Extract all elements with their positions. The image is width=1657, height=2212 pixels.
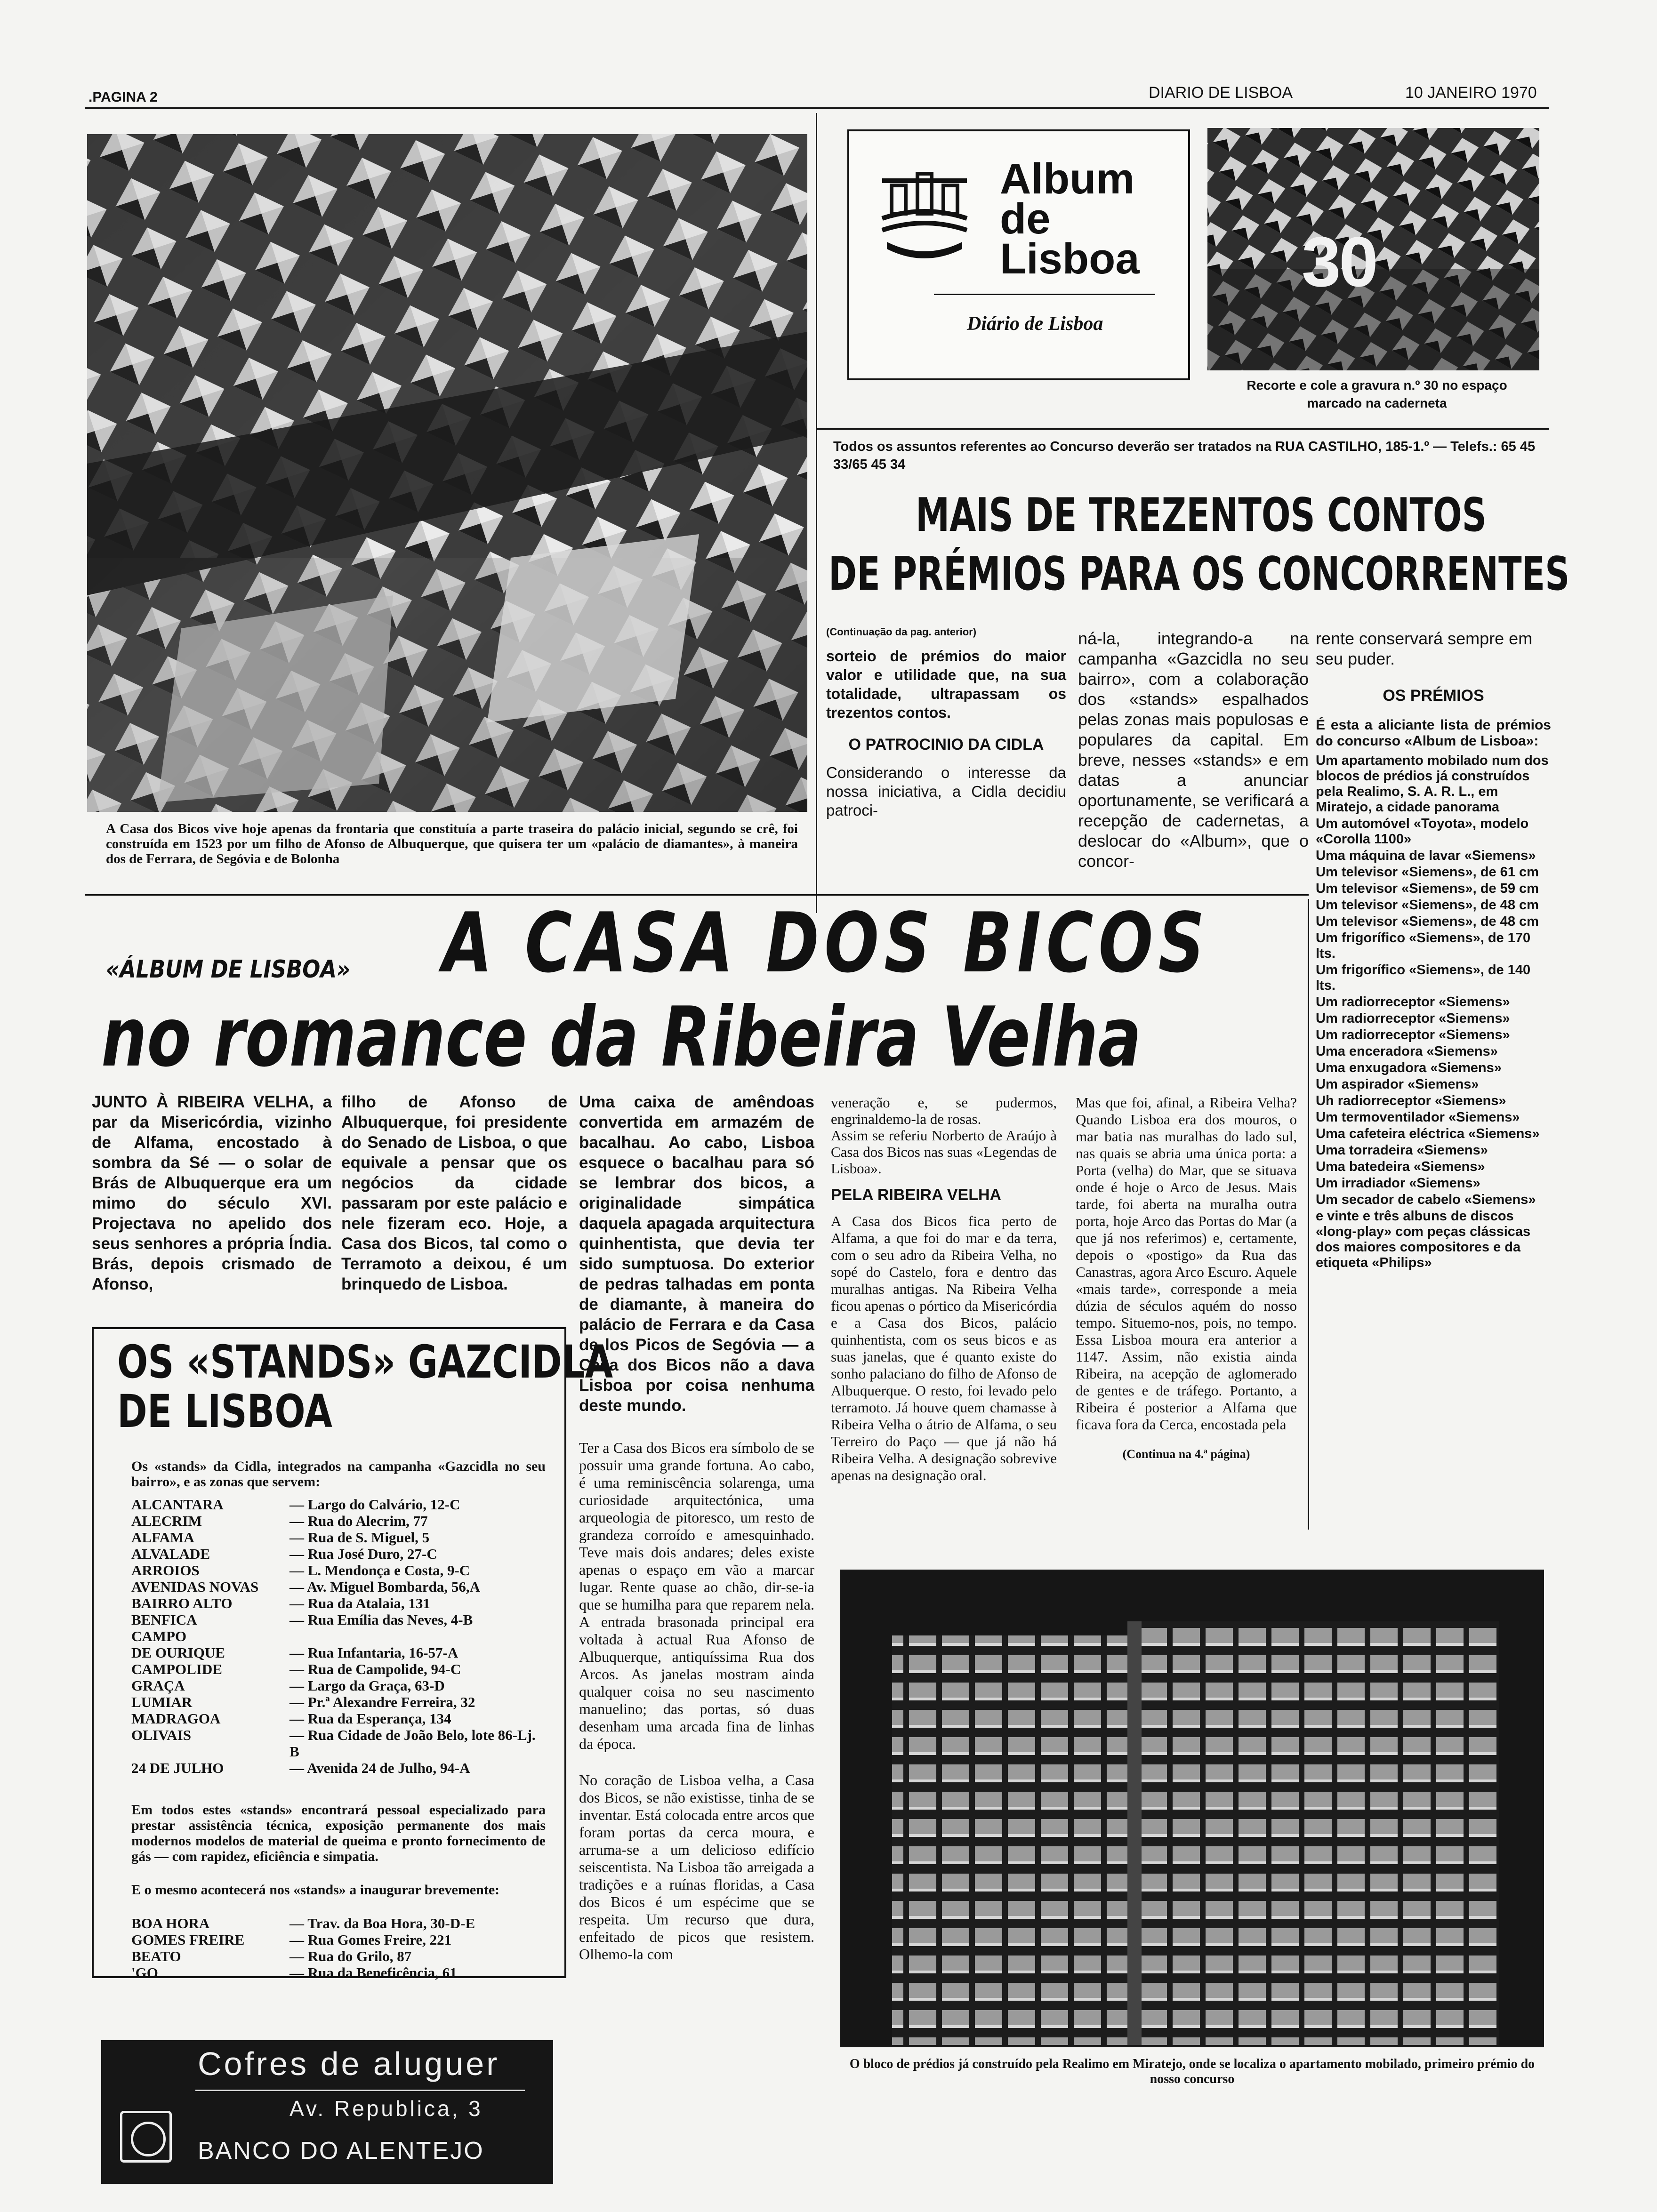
stands-title-line2: DE LISBOA xyxy=(117,1385,332,1438)
continuation-note: (Continuação da pag. anterior) xyxy=(826,626,977,638)
stand-address xyxy=(290,1628,550,1644)
stands-title-line1: OS «STANDS» GAZCIDLA xyxy=(117,1336,613,1388)
prize-item: Uma cafeteira eléctrica «Siemens» xyxy=(1316,1126,1540,1141)
prize-item: Um radiorreceptor «Siemens» xyxy=(1316,1011,1510,1026)
stand-zone: GRAÇA xyxy=(131,1677,185,1694)
headline-divider xyxy=(1308,899,1309,1530)
stand-address: — Largo da Graça, 63-D xyxy=(290,1677,445,1694)
paper-name: DIARIO DE LISBOA xyxy=(1149,84,1293,102)
prize-item: Um termoventilador «Siemens» xyxy=(1316,1110,1520,1125)
stand-zone: ALFAMA xyxy=(131,1529,194,1546)
stands-paragraph-2: E o mesmo acontecerá nos «stands» a inaugurar brevemente: xyxy=(131,1882,500,1898)
article-col5-p1: Mas que foi, afinal, a Ribeira Velha? Quando Lisboa era dos mouros, o mar batia nas muralhas do lado sul, nas quais se abria uma única porta: a Porta (velha) do Mar, que se situava onde é hoje o Arco de Jesus. Mais tarde, foi aberta na muralha outra porta, hoje Arco das Portas do Mar (a que já nos referimos) e, certamente, depois o «postigo» da Rua das Canastras, agora Arco Escuro. Aquele «mais tarde», corresponde a meia dúzia de séculos aquém do nosso tempo. Situemo-nos, pois, no tempo. Essa Lisboa moura era anterior a 1147. Assim, não existia ainda Ribeira, na acepção de aglomerado de gentes e de tráfego. Portanto, a Ribeira é posterior a Alfama que ficava fora da Cerca, encostada pela xyxy=(1076,1094,1297,1433)
stands-intro: Os «stands» da Cidla, integrados na campanha «Gazcidla no seu bairro», e as zonas que servem: xyxy=(131,1459,546,1490)
stand-address: — Rua de S. Miguel, 5 xyxy=(290,1529,430,1546)
prize-item: Uma batedeira «Siemens» xyxy=(1316,1159,1485,1174)
stand-zone: CAMPO xyxy=(131,1628,187,1644)
stand-address: — Av. Miguel Bombarda, 56,A xyxy=(290,1579,481,1595)
stand-zone: CAMPOLIDE xyxy=(131,1661,222,1677)
prize-item: Um aspirador «Siemens» xyxy=(1316,1077,1479,1092)
engraving-number: 30 xyxy=(1302,222,1376,301)
album-title-1: Album xyxy=(1000,155,1135,203)
os-premios-title: OS PRÉMIOS xyxy=(1383,687,1484,705)
album-title-2: de xyxy=(1000,195,1051,243)
stands-paragraph-1: Em todos estes «stands» encontrará pessoal especializado para prestar assistência técnica, exposição permanente dos mais modernos modelos de material de queima e pronto fornecimento de gás — com rapidez, eficiência e simpatia. xyxy=(131,1802,546,1864)
prize-item: Um televisor «Siemens», de 59 cm xyxy=(1316,881,1539,896)
article-col3-p2: Ter a Casa dos Bicos era símbolo de se possuir uma grande fortuna. Ao cabo, é uma reminiscência solarenga, uma curiosidade arquitectónica, uma arqueologia de pitoresco, um resto de grandeza corroído e amesquinhado. Teve mais dois andares; deles existe apenas o espaço em vão a marcar lugar. Rente quase ao chão, dir-se-ia que se humilha para que reparem nela. A entrada brasonada principal era voltada à actual Rua Afonso de Albuquerque, antiquíssima Rua dos Arcos. As janelas mostram ainda qualquer coisa no seu nascimento manuelino; das portas, só duas desenham uma arcada fina de linhas da época. xyxy=(579,1439,814,1752)
prize-item: e vinte e três albuns de discos «long-play» com peças clássicas dos maiores compositores e da etiqueta «Philips» xyxy=(1316,1209,1531,1270)
stand-address: — Rua Cidade de João Belo, lote 86-Lj. B xyxy=(290,1727,536,1760)
engraving-caption: Recorte e cole a gravura n.º 30 no espaço marcado na caderneta xyxy=(1247,378,1507,410)
patrocinio-paragraph: Considerando o interesse da nossa iniciativa, a Cidla decidiu patroci- xyxy=(826,764,1066,819)
prize-item: Uma enxugadora «Siemens» xyxy=(1316,1060,1502,1075)
prize-item: Um televisor «Siemens», de 61 cm xyxy=(1316,865,1539,880)
banco-alentejo-ad xyxy=(101,2040,553,2184)
casa-dos-bicos-photo xyxy=(87,134,807,812)
stand-row xyxy=(131,1964,550,1981)
top-photo-caption: A Casa dos Bicos vive hoje apenas da frontaria que constituía a parte traseira do palácio inicial, segundo se crê, foi construída em 1523 por um filho de Afonso de Albuquerque, que quisera ter um «palácio de diamantes», à maneira dos de Ferrara, de Segóvia e de Bolonha xyxy=(106,821,798,866)
stand-zone: ARROIOS xyxy=(131,1562,200,1579)
stand-address: — Rua da Esperança, 134 xyxy=(290,1710,451,1727)
article-col4-p3: A Casa dos Bicos fica perto de Alfama, a que foi do mar e da terra, com o seu adro da Ribeira Velha, no sopé do Castelo, fora e dentro das muralhas antigas. Na Ribeira Velha ficou apenas o pórtico da Misericórdia e a Casa dos Bicos, palácio quinhentista, com os seus bicos e as suas janelas, que é quanto existe do sonho palaciano do filho de Afonso de Albuquerque. O resto, foi levado pelo terramoto. Já houve quem chamasse à Ribeira Velha o átrio de Alfama, o seu Terreiro do Paço — que já não há Ribeira Velha. A designação sobrevive apenas na designação oral. xyxy=(831,1213,1057,1483)
stand-row xyxy=(131,1562,550,1579)
prize-item: Um frigorífico «Siemens», de 170 lts. xyxy=(1316,930,1531,961)
stand-row xyxy=(131,1579,550,1595)
page-number: .PAGINA 2 xyxy=(88,89,158,105)
stand-row xyxy=(131,1677,550,1694)
stand-zone: BAIRRO ALTO xyxy=(131,1595,233,1611)
ad-line3: BANCO DO ALENTEJO xyxy=(198,2137,484,2164)
stand-address: — Rua de Campolide, 94-C xyxy=(290,1661,461,1677)
prize-item: Um irradiador «Siemens» xyxy=(1316,1176,1480,1191)
stand-zone: 24 DE JULHO xyxy=(131,1760,224,1776)
ribeira-velha-subhead: PELA RIBEIRA VELHA xyxy=(831,1186,1002,1204)
stand-zone: ALVALADE xyxy=(131,1546,210,1562)
stand-row xyxy=(131,1595,550,1611)
prize-item: Um televisor «Siemens», de 48 cm xyxy=(1316,914,1539,929)
article-col4 xyxy=(831,1094,1057,1484)
lisbon-city-arms-icon xyxy=(877,160,972,258)
prize-item: Um secador de cabelo «Siemens» xyxy=(1316,1192,1536,1207)
stand-row xyxy=(131,1661,550,1677)
stand-address: — Rua do Alecrim, 77 xyxy=(290,1513,428,1529)
miratejo-building-photo xyxy=(840,1570,1544,2047)
stand-zone: GOMES FREIRE xyxy=(131,1931,245,1948)
article-col1: JUNTO À RIBEIRA VELHA, a par da Misericórdia, vizinho de Alfama, encostado à sombra da Sé — o solar de Brás de Albuquerque era um mimo do século XVI. Projectava no apelido dos seus senhores a própria Índia. Brás, depois crismado de Afonso, xyxy=(92,1093,332,1293)
prizes-col2: ná-la, integrando-a na campanha «Gazcidla no seu bairro», com a colaboração dos «stands» espalhados pelas zonas mais populosas e populares da capital. Em breve, nesses «stands» e em datas a anunciar oportunamente, se verificará a recepção de cadernetas, a deslocar do «Album», que o concor- xyxy=(1078,629,1309,871)
stands-list xyxy=(131,1496,550,1776)
stand-zone: BENFICA xyxy=(131,1611,197,1628)
stand-row xyxy=(131,1628,550,1644)
logo-section-rule xyxy=(817,428,1549,430)
ad-line2: Av. Republica, 3 xyxy=(290,2096,483,2121)
article-col4-p1: veneração e, se pudermos, engrinaldemo-la de rosas. xyxy=(831,1094,1057,1127)
stand-zone: ALCANTARA xyxy=(131,1496,224,1513)
stand-address: — L. Mendonça e Costa, 9-C xyxy=(290,1562,470,1579)
stand-address: — Rua José Duro, 27-C xyxy=(290,1546,437,1562)
bottom-photo-caption: O bloco de prédios já construído pela Realimo em Miratejo, onde se localiza o apartamento mobilado, primeiro prémio do nosso concurso xyxy=(849,2057,1535,2086)
article-col3-p1: Uma caixa de amêndoas convertida em armazém de bacalhau. Ao cabo, Lisboa esquece o bacalhau para só se lembrar dos bicos, a originalidade simpática daquela apagada arquitectura quinhentista, que devia ter sido sumptuosa. Do exterior de pedras talhadas em ponta de diamante, à maneira do palácio de Ferrara e da Casa de los Picos de Segóvia — a Casa dos Bicos não a dava Lisboa por coisa nenhuma deste mundo. xyxy=(579,1093,814,1415)
stand-zone: LUMIAR xyxy=(131,1694,193,1710)
prize-item: Um frigorífico «Siemens», de 140 lts. xyxy=(1316,962,1531,993)
prizes-col1 xyxy=(826,626,1066,820)
stand-zone: BOA HORA xyxy=(131,1915,210,1931)
prizes-intro-paragraph: sorteio de prémios do maior valor e utilidade que, na sua totalidade, ultrapassam os trezentos contos. xyxy=(826,648,1066,721)
stand-row xyxy=(131,1710,550,1727)
prize-item: Uma máquina de lavar «Siemens» xyxy=(1316,848,1536,863)
prize-item: Um radiorreceptor «Siemens» xyxy=(1316,1027,1510,1042)
main-headline-line2: no romance da Ribeira Velha xyxy=(101,990,1142,1085)
main-headline-line1: A CASA DOS BICOS xyxy=(442,896,1210,991)
stand-row xyxy=(131,1611,550,1628)
stand-row xyxy=(131,1727,550,1760)
issue-date: 10 JANEIRO 1970 xyxy=(1405,84,1537,102)
prize-item: Uh radiorreceptor «Siemens» xyxy=(1316,1093,1506,1108)
stand-address: — Avenida 24 de Julho, 94-A xyxy=(290,1760,470,1776)
stand-row xyxy=(131,1760,550,1776)
prize-item: Um televisor «Siemens», de 48 cm xyxy=(1316,898,1539,913)
prize-item: Uma enceradora «Siemens» xyxy=(1316,1044,1498,1059)
stand-row xyxy=(131,1496,550,1513)
stand-address: — Trav. da Boa Hora, 30-D-E xyxy=(290,1915,475,1931)
diamond-facade-illustration xyxy=(87,134,807,812)
stand-row xyxy=(131,1931,550,1948)
stand-row xyxy=(131,1694,550,1710)
album-title-3: Lisboa xyxy=(1000,235,1140,283)
article-col2: filho de Afonso de Albuquerque, foi presidente do Senado de Lisboa, o que equivale a pensar que os negócios da cidade passaram por este palácio e nele fizeram eco. Hoje, a Casa dos Bicos, tal como o Terramoto a deixou, é um brinquedo de Lisboa. xyxy=(341,1093,567,1293)
stand-address: — Rua do Grilo, 87 xyxy=(290,1948,412,1964)
prizes-col3-intro: rente conservará sempre em seu puder. xyxy=(1316,629,1533,668)
header-rule xyxy=(85,107,1549,109)
stand-zone: MADRAGOA xyxy=(131,1710,221,1727)
article-col3 xyxy=(579,1092,814,1963)
stand-address: — Rua da Atalaia, 131 xyxy=(290,1595,430,1611)
prizes-list-intro: É esta a aliciante lista de prémios do concurso «Album de Lisboa»: xyxy=(1316,717,1551,749)
article-col4-p2: Assim se referiu Norberto de Araújo à Casa dos Bicos nas suas «Legendas de Lisboa». xyxy=(831,1127,1057,1177)
logo-rule xyxy=(934,294,1155,295)
ad-rule xyxy=(195,2090,525,2091)
stand-row xyxy=(131,1546,550,1562)
article-col3-p3: No coração de Lisboa velha, a Casa dos Bicos, se não existisse, tinha de se inventar. Está colocada entre arcos que foram portas da cerca moura, e arruma-se a um delicioso edifício seiscentista. Na Lisboa tão arreigada a tradições e a ruínas floridas, a Casa dos Bicos é um espécime que se respeita. Um recurso que dura, enfeitado de picos que resistem. Olhemo-la com xyxy=(579,1771,814,1963)
column-divider xyxy=(816,113,817,913)
stand-address: — Rua Infantaria, 16-57-A xyxy=(290,1644,458,1661)
ad-line1: Cofres de aluguer xyxy=(198,2045,500,2082)
continues-note: (Continua na 4.ª página) xyxy=(1122,1447,1250,1461)
prize-item: Um apartamento mobilado num dos blocos de prédios já construídos pela Realimo, S. A. R. L., em Miratejo, a cidade panorama xyxy=(1316,753,1549,815)
prize-item: Um automóvel «Toyota», modelo «Corolla 1100» xyxy=(1316,816,1529,847)
stand-address: — Rua Emília das Neves, 4-B xyxy=(290,1611,473,1628)
stand-zone: AVENIDAS NOVAS xyxy=(131,1579,259,1595)
stands-list-upcoming xyxy=(131,1915,550,1981)
stand-zone: OLIVAIS xyxy=(131,1727,191,1743)
stand-zone: DE OURIQUE xyxy=(131,1644,225,1661)
stand-address: — Rua da Beneficência, 61 xyxy=(290,1964,457,1981)
stand-row xyxy=(131,1513,550,1529)
prizes-headline-line1: MAIS DE TREZENTOS CONTOS xyxy=(916,489,1487,542)
album-de-lisboa-logo-box xyxy=(847,129,1190,380)
apartment-block-illustration xyxy=(840,1570,1544,2047)
prizes-list xyxy=(1316,753,1551,1271)
prize-item: Uma torradeira «Siemens» xyxy=(1316,1143,1488,1158)
prizes-headline-line2: DE PRÉMIOS PARA OS CONCORRENTES xyxy=(828,547,1570,601)
stand-zone: 'GO xyxy=(131,1964,158,1981)
bank-logo-icon xyxy=(120,2111,172,2163)
stand-address: — Pr.ª Alexandre Ferreira, 32 xyxy=(290,1694,475,1710)
stand-address: — Largo do Calvário, 12-C xyxy=(290,1496,460,1513)
stand-row xyxy=(131,1529,550,1546)
stand-row xyxy=(131,1915,550,1931)
diario-de-lisboa-masthead: Diário de Lisboa xyxy=(967,313,1103,335)
contest-notice: Todos os assuntos referentes ao Concurso deverão ser tratados na RUA CASTILHO, 185-1.º — Telefs.: 65 45 33/65 45 34 xyxy=(833,439,1536,472)
stand-address: — Rua Gomes Freire, 221 xyxy=(290,1931,452,1948)
prizes-col3 xyxy=(1316,628,1551,1272)
stand-zone: BEATO xyxy=(131,1948,181,1964)
patrocinio-subhead: O PATROCINIO DA CIDLA xyxy=(848,736,1044,753)
stand-row xyxy=(131,1644,550,1661)
main-headline-kicker: «ÁLBUM DE LISBOA» xyxy=(106,955,350,984)
stand-row xyxy=(131,1948,550,1964)
stand-zone: ALECRIM xyxy=(131,1513,202,1529)
article-col5 xyxy=(1076,1094,1297,1461)
prize-item: Um radiorreceptor «Siemens» xyxy=(1316,994,1510,1010)
stands-box xyxy=(92,1327,613,1981)
